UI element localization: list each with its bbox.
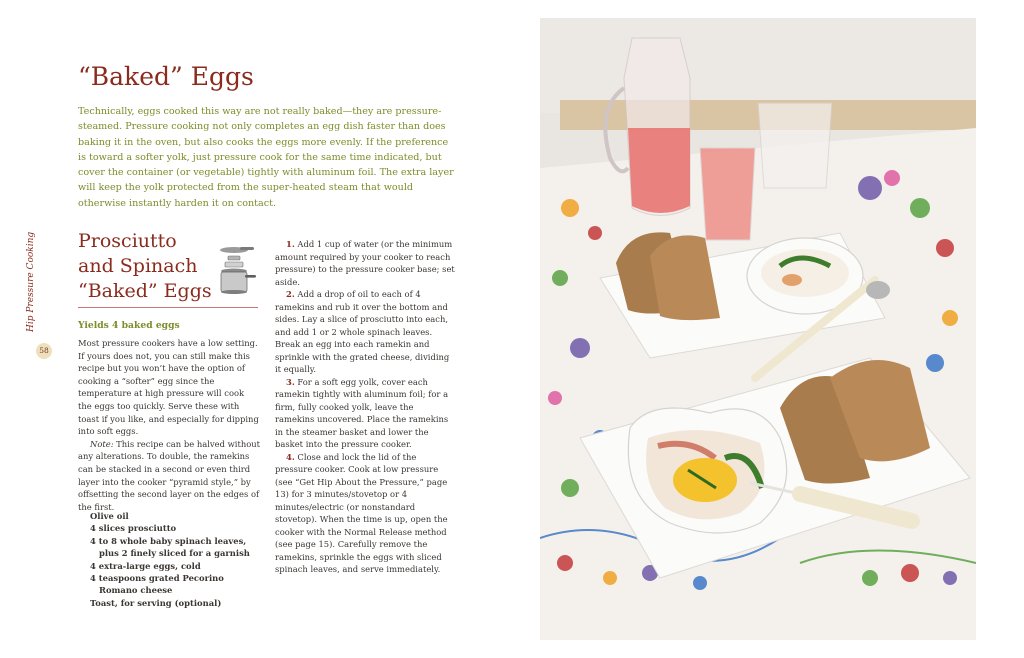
intro-paragraph: Technically, eggs cooked this way are not really baked—they are pressure-steamed. Pressure cooking not only completes an egg dish faster than does baking it in the oven, but also cooks the eggs more evenly. If the preference is toward a softer yolk, just pressure cook for the same time indicated, but cover the container (or vegetable) tightly with aluminum foil. The extra layer will keep the yolk protected from the super-heated steam that would otherwise instantly harden it on contact. <box>78 106 454 209</box>
recipe-title-line-1: Prosciutto <box>78 230 177 252</box>
note-text: This recipe can be halved without any alterations. To double, the ramekins can be stacked in a second or even third layer into the cooker “pyramid style,” by offsetting the second layer on the edges of the first. <box>78 438 261 512</box>
step-item <box>275 451 455 576</box>
step-text: For a soft egg yolk, cover each ramekin tightly with aluminum foil; for a firm, fully cooked yolk, leave the ramekins uncovered. Place the ramekins in the steamer basket and lower the basket into the pressure cooker. <box>275 376 449 449</box>
ingredient-item: 4 teaspoons grated Pecorino Romano cheese <box>90 573 224 596</box>
ingredient-item: 4 extra-large eggs, cold <box>90 560 201 571</box>
recipe-title-line-2: and Spinach <box>78 255 198 277</box>
step-number: 1. <box>286 239 295 249</box>
steps-list <box>275 238 455 576</box>
headnote-paragraph-1: Most pressure cookers have a low setting. If yours does not, you can still make this recipe but you won’t have the option of cooking a “softer” egg since the temperature at high pressure will cook the eggs too quickly. Serve these with toast if you like, and especially for dipping into soft eggs. <box>78 338 259 437</box>
food-photo-illustration <box>540 18 976 640</box>
title-rule <box>78 307 258 308</box>
ingredient-item: Olive oil <box>90 511 129 521</box>
ingredient-item: 4 slices prosciutto <box>90 523 177 534</box>
headnote-paragraph-2 <box>78 438 260 514</box>
step-item <box>275 238 455 288</box>
section-title: “Baked” Eggs <box>78 62 254 91</box>
running-head-text: Hip Pressure Cooking <box>26 231 36 332</box>
headnote <box>78 337 260 513</box>
step-item <box>275 376 455 451</box>
ingredients-list <box>90 510 260 609</box>
yields-label: Yields 4 baked eggs <box>78 320 180 331</box>
step-item <box>275 288 455 376</box>
step-text: Add 1 cup of water (or the minimum amount required by your cooker to reach pressure) to the pressure cooker base; set aside. <box>275 239 455 287</box>
running-head <box>26 232 46 342</box>
ingredient-item: 4 to 8 whole baby spinach leaves, plus 2 finely sliced for a garnish <box>90 535 250 559</box>
note-label: Note: <box>90 438 114 449</box>
recipe-title <box>78 229 218 304</box>
step-number: 2. <box>286 289 295 299</box>
step-number: 4. <box>286 451 295 462</box>
page-number: 58 <box>36 343 52 359</box>
ingredient-item: Toast, for serving (optional) <box>90 597 222 608</box>
step-text: Add a drop of oil to each of 4 ramekins and rub it over the bottom and sides. Lay a slice of prosciutto into each, and add 1 or 2 whole spinach leaves. Break an egg into each ramekin and sprinkle with the grated cheese, dividing it equally. <box>275 289 450 374</box>
recipe-title-line-3: “Baked” Eggs <box>78 280 212 302</box>
step-text: Close and lock the lid of the pressure cooker. Cook at low pressure (see “Get Hip About the Pressure,” page 13) for 3 minutes/stovetop or 4 minutes/electric (or nonstandard stovetop). When the time is up, open the cooker with the Normal Release method (see page 15). Carefully remove the ramekins, sprinkle the eggs with sliced spinach leaves, and serve immediately. <box>275 451 448 574</box>
pressure-cooker-icon <box>214 244 258 298</box>
food-photo <box>540 18 976 640</box>
step-number: 3. <box>286 376 295 387</box>
